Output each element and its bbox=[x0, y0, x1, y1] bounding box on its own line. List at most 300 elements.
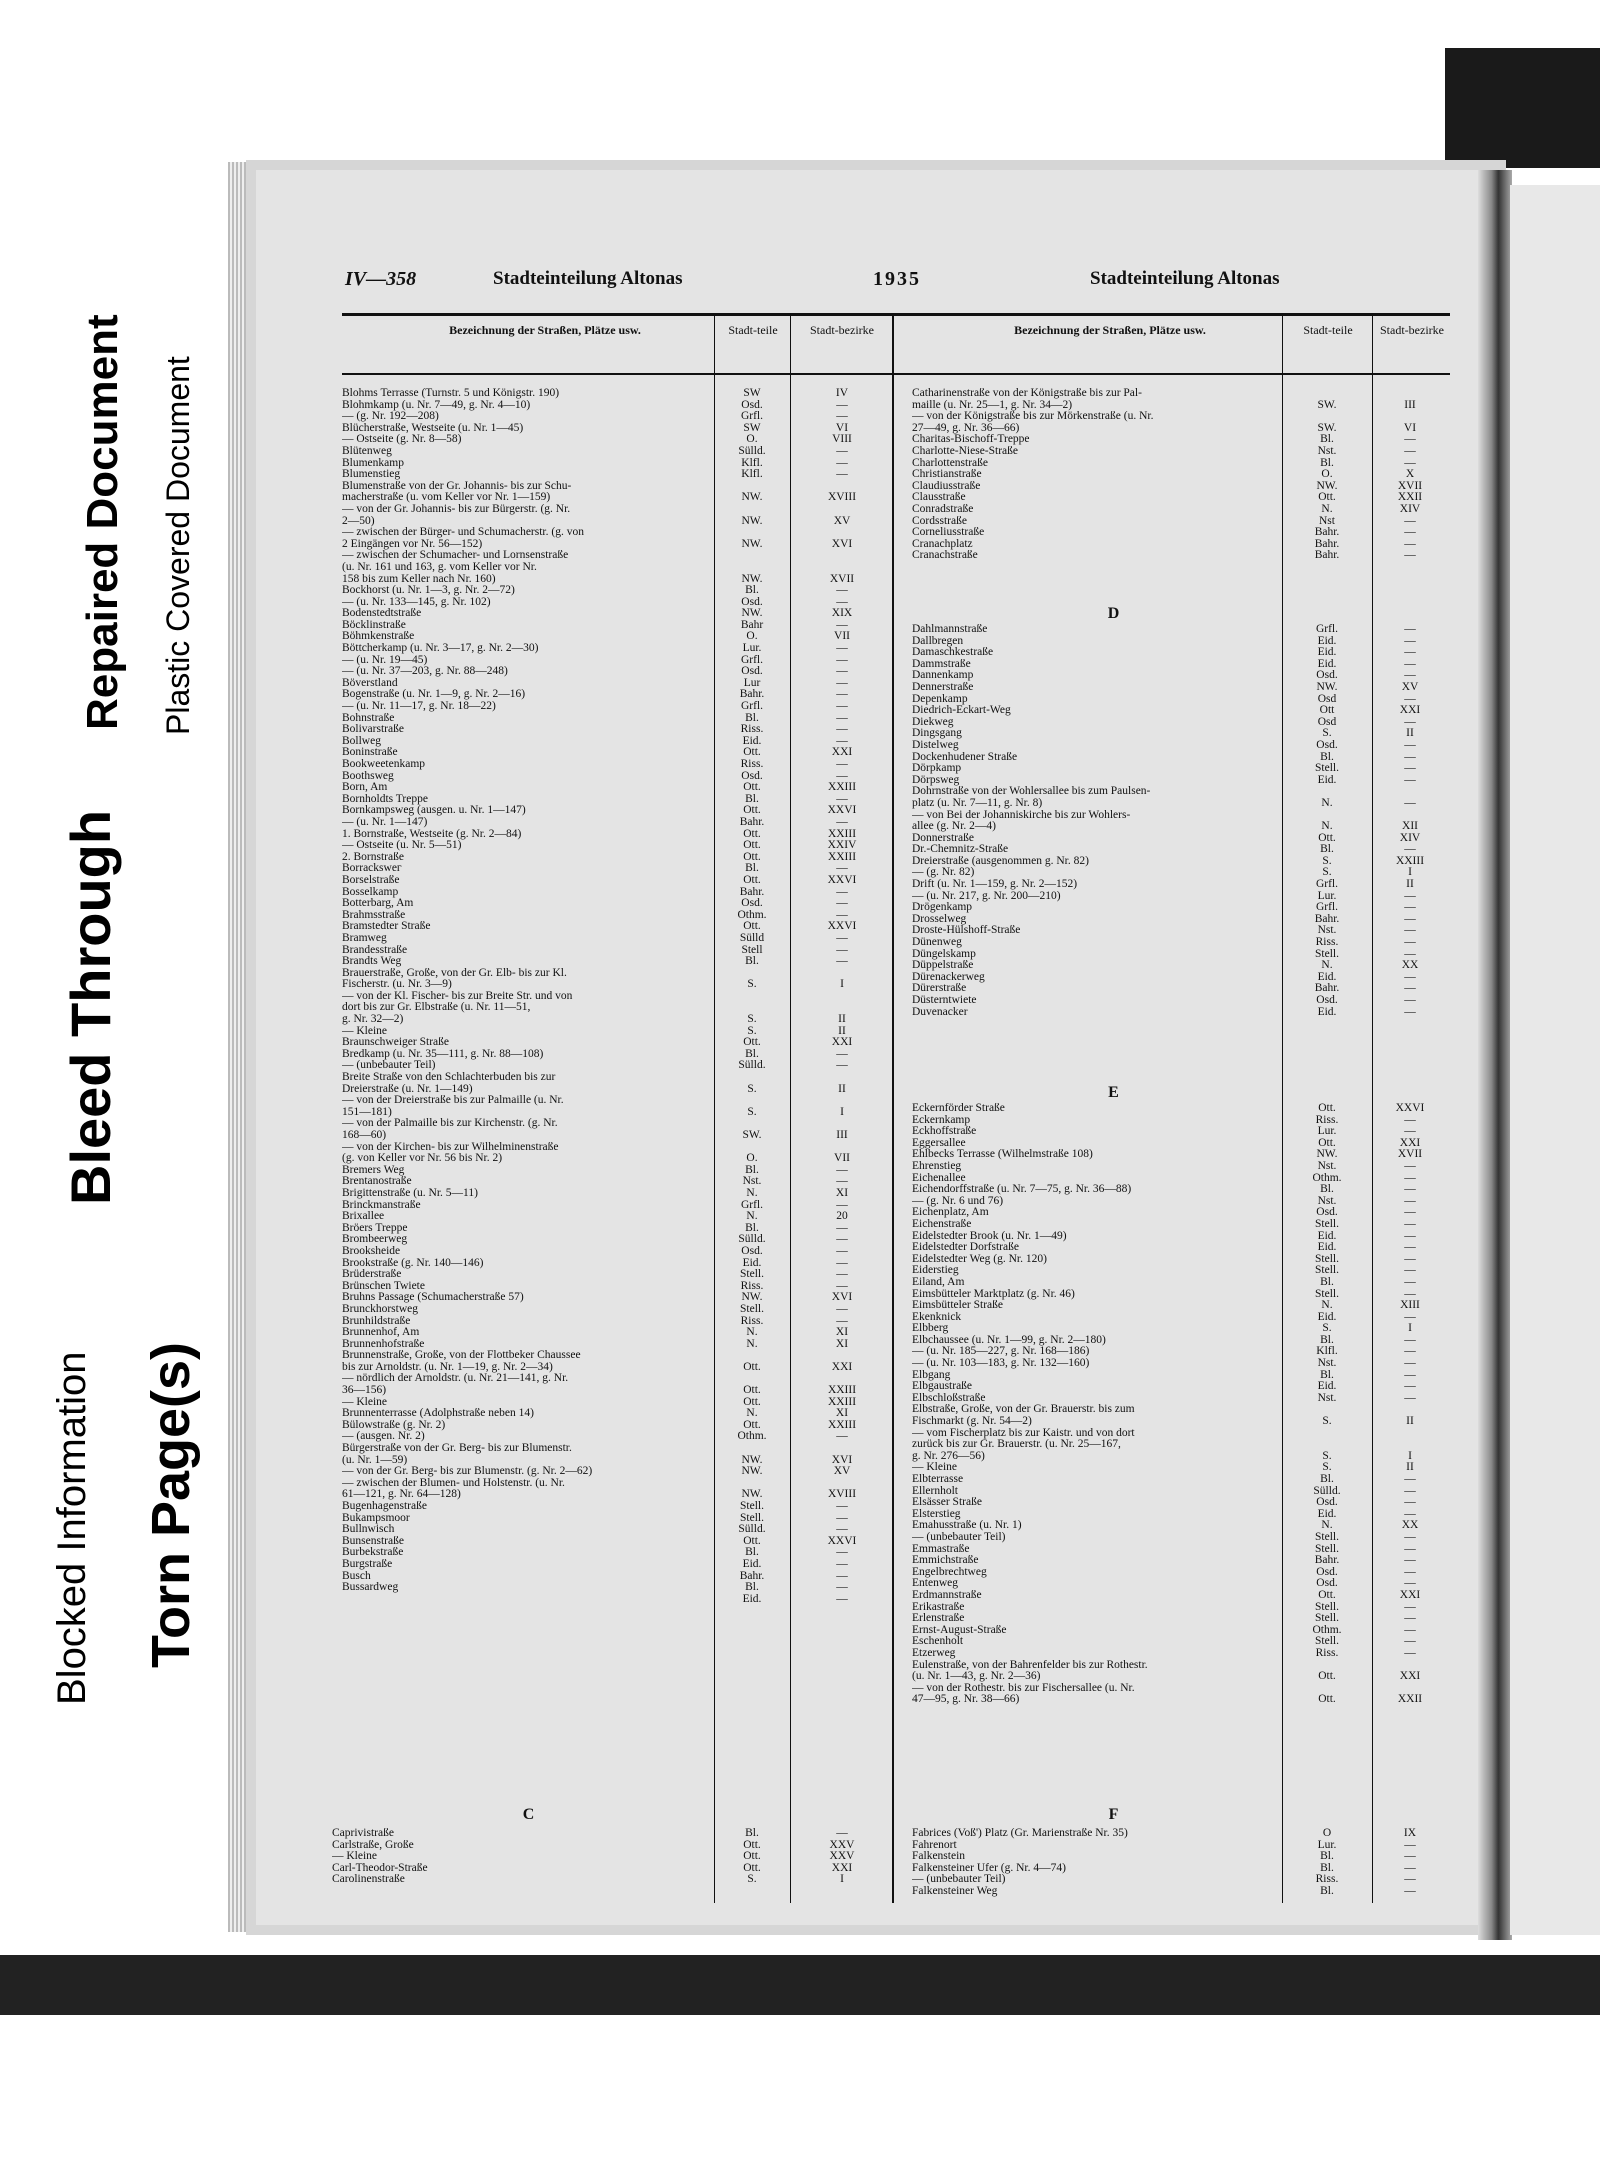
stadtbezirk-value: — bbox=[1404, 1635, 1416, 1648]
stadtteil-value: Ott. bbox=[1318, 1136, 1336, 1149]
stadtbezirk-value: — bbox=[1404, 1850, 1416, 1863]
stadtteil-value: NW. bbox=[741, 491, 763, 504]
street-name: (u. Nr. 1—43, g. Nr. 2—36) bbox=[912, 1671, 1041, 1683]
stadtbezirk-value: — bbox=[1404, 1391, 1416, 1404]
stadtbezirk-value: — bbox=[1404, 669, 1416, 682]
stadtteil-value: Sülld. bbox=[1313, 1484, 1341, 1497]
stadtteil-value: NW. bbox=[741, 1453, 763, 1466]
stadtbezirk-value: XVIII bbox=[827, 491, 857, 504]
stadtbezirk-value: II bbox=[1406, 878, 1414, 891]
street-row bbox=[912, 550, 1452, 562]
col-header-bezirke-left: Stadt-bezirke bbox=[810, 323, 874, 337]
street-name: Ernst-August-Straße bbox=[912, 1624, 1007, 1636]
street-name: — Kleine bbox=[332, 1851, 378, 1863]
stadtbezirk-value: — bbox=[1404, 1333, 1416, 1346]
stadtteil-value: Riss. bbox=[1315, 936, 1339, 949]
page-edge-stack bbox=[228, 162, 248, 1932]
stadtteil-value: S. bbox=[1322, 854, 1332, 867]
street-row bbox=[342, 1292, 892, 1304]
street-row bbox=[342, 933, 892, 945]
stadtteil-value: Osd. bbox=[1316, 1577, 1338, 1590]
stadtteil-value: Osd. bbox=[1316, 738, 1338, 751]
stadtbezirk-value: — bbox=[836, 1546, 848, 1559]
stadtteil-value: Ott. bbox=[1318, 1693, 1336, 1706]
stadtbezirk-value: — bbox=[1404, 1600, 1416, 1613]
street-row bbox=[342, 1489, 892, 1501]
street-name: Dohrnstraße von der Wohlersallee bis zum Paulsen- bbox=[912, 786, 1151, 798]
street-name: g. Nr. 32—2) bbox=[342, 1014, 404, 1026]
stadtteil-value: Osd. bbox=[741, 595, 763, 608]
street-row bbox=[342, 492, 892, 504]
street-row bbox=[342, 887, 892, 899]
stadtteil-value: S. bbox=[1322, 727, 1332, 740]
stadtbezirk-value: — bbox=[836, 792, 848, 805]
stadtbezirk-value: — bbox=[1404, 1241, 1416, 1254]
stadtbezirk-value: XXIII bbox=[827, 1395, 857, 1408]
street-name: Brahmsstraße bbox=[342, 909, 406, 921]
street-row bbox=[342, 1455, 892, 1467]
stadtteil-value: Nst bbox=[1319, 514, 1335, 527]
stadtteil-value: Ott. bbox=[1318, 1588, 1336, 1601]
stadtbezirk-value: — bbox=[1404, 1005, 1416, 1018]
street-row bbox=[342, 1142, 892, 1154]
street-name: 1. Bornstraße, Westseite (g. Nr. 2—84) bbox=[342, 828, 522, 840]
street-name: Botterbarg, Am bbox=[342, 898, 414, 910]
stadtbezirk-value: — bbox=[836, 410, 848, 423]
street-row bbox=[342, 1211, 892, 1223]
street-row bbox=[912, 1207, 1452, 1219]
stadtteil-value: Ott. bbox=[743, 1861, 761, 1874]
street-name: — von der Kirchen- bis zur Wilhelminenstraße bbox=[342, 1141, 559, 1153]
stadtteil-value: Osd. bbox=[1316, 1206, 1338, 1219]
street-row bbox=[342, 411, 892, 423]
stadtteil-value: Ott. bbox=[743, 827, 761, 840]
street-name: Eimsbütteler Marktplatz (g. Nr. 46) bbox=[912, 1288, 1075, 1300]
stadtteil-value: Ott. bbox=[743, 1384, 761, 1397]
street-name: Bröers Treppe bbox=[342, 1222, 408, 1234]
street-name: Dingsgang bbox=[912, 728, 962, 740]
street-name: Eulenstraße, von der Bahrenfelder bis zur Rothestr. bbox=[912, 1659, 1148, 1671]
stadtbezirk-value: — bbox=[836, 1500, 848, 1512]
stadtteil-value: N. bbox=[746, 1210, 758, 1223]
stadtteil-value: Osd. bbox=[741, 1244, 763, 1257]
stadtteil-value: Bl. bbox=[745, 862, 759, 875]
street-row bbox=[342, 1571, 892, 1583]
street-name: — (u. Nr. 1—147) bbox=[342, 816, 428, 828]
stadtteil-value: Grfl. bbox=[1315, 901, 1339, 914]
street-name: Brooksheide bbox=[342, 1245, 401, 1257]
street-name: platz (u. Nr. 7—11, g. Nr. 8) bbox=[912, 797, 1043, 809]
stadtbezirk-value: — bbox=[836, 897, 848, 910]
stadtbezirk-value: II bbox=[838, 1013, 846, 1026]
stadtteil-value: Osd. bbox=[1316, 1565, 1338, 1578]
stadtbezirk-value: — bbox=[1404, 1565, 1416, 1578]
stadtteil-value: S. bbox=[1322, 866, 1332, 879]
street-name: — zwischen der Blumen- und Holstenstr. (u. Nr. bbox=[342, 1477, 565, 1489]
stadtteil-value: Eid. bbox=[1317, 1229, 1337, 1242]
street-name: Diekweg bbox=[912, 716, 954, 728]
stadtteil-value: Klfl. bbox=[741, 468, 763, 481]
stadtteil-value: Othm. bbox=[1312, 1171, 1342, 1184]
stadtbezirk-value: II bbox=[838, 1024, 846, 1037]
street-name: — (u. Nr. 11—17, g. Nr. 18—22) bbox=[342, 701, 496, 713]
street-name: Bodenstedtstraße bbox=[342, 608, 422, 620]
stadtbezirk-value: XXI bbox=[831, 1861, 853, 1874]
right-street-list bbox=[912, 388, 1452, 562]
stadtbezirk-value: — bbox=[836, 1221, 848, 1234]
stadtteil-value: Bahr. bbox=[1314, 1554, 1340, 1567]
street-row bbox=[342, 458, 892, 470]
stadtteil-value: Bl. bbox=[1320, 433, 1334, 446]
street-name: Elbgaustraße bbox=[912, 1381, 973, 1393]
stadtbezirk-value: VI bbox=[1403, 421, 1417, 434]
street-row bbox=[342, 643, 892, 655]
table-top-rule bbox=[342, 313, 1450, 316]
street-name: Ehrenstieg bbox=[912, 1160, 962, 1172]
stadtbezirk-value: — bbox=[1404, 1183, 1416, 1196]
stadtbezirk-value: — bbox=[1404, 1345, 1416, 1358]
street-row bbox=[342, 1026, 892, 1038]
stadtteil-value: Stell. bbox=[1315, 1287, 1339, 1300]
stadtbezirk-value: XI bbox=[835, 1326, 849, 1339]
stadtteil-value: Sülld. bbox=[738, 1059, 766, 1072]
street-name: Bürgerstraße von der Gr. Berg- bis zur Blumenstr. bbox=[342, 1443, 572, 1455]
street-name: Breite Straße von den Schlachterbuden bis zur bbox=[342, 1072, 556, 1084]
street-name: Boothsweg bbox=[342, 770, 394, 782]
stadtbezirk-value: XXII bbox=[1397, 491, 1423, 504]
street-row bbox=[342, 875, 892, 887]
street-name: Bülowstraße (g. Nr. 2) bbox=[342, 1419, 446, 1431]
street-row bbox=[342, 1408, 892, 1420]
street-row bbox=[342, 1153, 892, 1165]
street-row bbox=[912, 492, 1452, 504]
stadtteil-value: Sülld. bbox=[738, 444, 766, 457]
street-row bbox=[912, 1126, 1452, 1138]
street-name: Boninstraße bbox=[342, 747, 398, 759]
street-name: Busch bbox=[342, 1570, 371, 1582]
stadtteil-value: Ott. bbox=[743, 746, 761, 759]
street-name: Erikastraße bbox=[912, 1601, 965, 1613]
stadtteil-value: Osd. bbox=[741, 897, 763, 910]
stadtbezirk-value: — bbox=[1404, 738, 1416, 751]
stadtteil-value: Stell bbox=[741, 943, 763, 956]
street-row bbox=[912, 458, 1452, 470]
stadtbezirk-value: XI bbox=[835, 1186, 849, 1199]
stadtteil-value: Eid. bbox=[1317, 657, 1337, 670]
street-name: Böttcherkamp (u. Nr. 3—17, g. Nr. 2—30) bbox=[342, 643, 539, 655]
street-name: Brunhildstraße bbox=[342, 1315, 411, 1327]
stadtbezirk-value: — bbox=[1404, 1507, 1416, 1520]
street-row bbox=[342, 910, 892, 922]
stadtbezirk-value: — bbox=[836, 665, 848, 678]
street-name: Distelweg bbox=[912, 739, 959, 751]
street-name: Brombeerweg bbox=[342, 1234, 408, 1246]
street-row bbox=[342, 1304, 892, 1316]
stadtbezirk-value: — bbox=[836, 1047, 848, 1060]
stadtbezirk-value: XXI bbox=[831, 746, 853, 759]
stadtbezirk-value: — bbox=[1404, 750, 1416, 763]
street-name: Charitas-Bischoff-Treppe bbox=[912, 434, 1030, 446]
street-name: Dörpsweg bbox=[912, 774, 960, 786]
street-row bbox=[912, 1532, 1452, 1544]
street-row bbox=[912, 636, 1452, 648]
stadtbezirk-value: 20 bbox=[836, 1210, 848, 1223]
stadtbezirk-value: — bbox=[1404, 1217, 1416, 1230]
stadtbezirk-value: — bbox=[1404, 646, 1416, 659]
stadtbezirk-value: XXVI bbox=[827, 920, 857, 933]
street-row bbox=[912, 740, 1452, 752]
street-row bbox=[342, 434, 892, 446]
street-row bbox=[342, 921, 892, 933]
stadtbezirk-value: XV bbox=[1401, 680, 1419, 693]
stadtbezirk-value: — bbox=[836, 758, 848, 770]
street-name: 27—49, g. Nr. 36—66) bbox=[912, 422, 1020, 434]
stadtbezirk-value: XXVI bbox=[827, 804, 857, 817]
street-row bbox=[912, 1242, 1452, 1254]
street-row bbox=[342, 1118, 892, 1130]
stadtbezirk-value: — bbox=[836, 1198, 848, 1211]
stadtteil-value: Eid. bbox=[1317, 646, 1337, 659]
street-row bbox=[342, 1060, 892, 1072]
street-name: maille (u. Nr. 25—1, g. Nr. 34—2) bbox=[912, 399, 1073, 411]
stadtteil-value: Eid. bbox=[1317, 1310, 1337, 1323]
street-row bbox=[912, 1486, 1452, 1498]
street-row bbox=[342, 713, 892, 725]
col-rule-3 bbox=[892, 313, 894, 1903]
street-name: Brentanostraße bbox=[342, 1176, 412, 1188]
street-row bbox=[332, 1851, 892, 1863]
street-row bbox=[342, 1014, 892, 1026]
street-row bbox=[342, 1339, 892, 1351]
street-row bbox=[912, 960, 1452, 972]
street-row bbox=[332, 1874, 892, 1886]
stadtteil-value: Bl. bbox=[745, 1827, 759, 1839]
stadtteil-value: Lur. bbox=[1317, 889, 1337, 902]
street-row bbox=[912, 1335, 1452, 1347]
street-name: Düngelskamp bbox=[912, 948, 976, 960]
stadtbezirk-value: XXIV bbox=[827, 839, 857, 852]
street-name: Bugenhagenstraße bbox=[342, 1501, 427, 1512]
street-row bbox=[912, 1497, 1452, 1509]
stadtbezirk-value: — bbox=[1404, 1125, 1416, 1138]
street-row bbox=[342, 736, 892, 748]
stadtbezirk-value: — bbox=[836, 1279, 848, 1292]
street-row bbox=[912, 1428, 1452, 1440]
stadtteil-value: N. bbox=[746, 1337, 758, 1350]
stadtbezirk-value: — bbox=[836, 1827, 848, 1839]
stadtbezirk-value: II bbox=[1406, 1461, 1414, 1474]
stadtteil-value: Nst. bbox=[1317, 444, 1337, 457]
stadtteil-value: Klfl. bbox=[1316, 1345, 1338, 1358]
street-name: Eichendorffstraße (u. Nr. 7—75, g. Nr. 36—88) bbox=[912, 1184, 1132, 1196]
header-year: 1935 bbox=[873, 268, 921, 290]
street-name: Burgstraße bbox=[342, 1558, 393, 1570]
street-row bbox=[912, 821, 1452, 833]
stadtteil-value: Osd. bbox=[1316, 994, 1338, 1006]
stadtbezirk-value: VI bbox=[835, 421, 849, 434]
stadtteil-value: Eid. bbox=[1317, 1507, 1337, 1520]
stadtbezirk-value: II bbox=[1406, 727, 1414, 740]
street-name: Eckhoffstraße bbox=[912, 1126, 977, 1138]
street-name: Emmichstraße bbox=[912, 1555, 979, 1567]
street-row bbox=[342, 1072, 892, 1084]
table-head-rule bbox=[342, 373, 1450, 375]
street-name: — Kleine bbox=[912, 1462, 958, 1474]
stadtteil-value: Eid. bbox=[742, 1592, 762, 1605]
stadtbezirk-value: — bbox=[836, 1511, 848, 1524]
stadtteil-value: SW. bbox=[742, 1129, 762, 1141]
street-row bbox=[912, 902, 1452, 914]
street-name: Brunckhorstweg bbox=[342, 1303, 419, 1315]
street-row bbox=[912, 810, 1452, 822]
street-row bbox=[912, 1138, 1452, 1150]
street-name: Bosselkamp bbox=[342, 886, 399, 898]
street-row bbox=[912, 1851, 1452, 1863]
street-name: Diedrich-Eckart-Weg bbox=[912, 705, 1011, 717]
stadtbezirk-value: XXI bbox=[831, 1360, 853, 1373]
street-name: — Ostseite (g. Nr. 8—58) bbox=[342, 434, 462, 446]
street-name: Emahusstraße (u. Nr. 1) bbox=[912, 1520, 1022, 1532]
stadtteil-value: Osd. bbox=[1316, 1496, 1338, 1509]
stadtteil-value: Bl. bbox=[1320, 843, 1334, 856]
street-name: Etzerweg bbox=[912, 1647, 956, 1659]
street-name: (g. von Keller vor Nr. 56 bis Nr. 2) bbox=[342, 1153, 503, 1165]
street-name: Blohmkamp (u. Nr. 7—49, g. Nr. 4—10) bbox=[342, 399, 531, 411]
stadtbezirk-value: — bbox=[1404, 1287, 1416, 1300]
stadtbezirk-value: — bbox=[1404, 657, 1416, 670]
street-name: Böverstland bbox=[342, 677, 398, 689]
stadtteil-value: Ott. bbox=[743, 1036, 761, 1049]
stadtteil-value: O. bbox=[746, 1152, 758, 1165]
stadtteil-value: Bl. bbox=[1320, 1275, 1334, 1288]
street-name: Eichenplatz, Am bbox=[912, 1207, 989, 1219]
street-row bbox=[342, 666, 892, 678]
street-row bbox=[912, 879, 1452, 891]
street-row bbox=[342, 805, 892, 817]
street-name: — (unbebauter Teil) bbox=[342, 1060, 436, 1072]
stadtteil-value: Othm. bbox=[737, 908, 767, 921]
stadtbezirk-value: — bbox=[836, 1163, 848, 1176]
stadtteil-value: Othm. bbox=[1312, 1623, 1342, 1636]
stadtteil-value: Bl. bbox=[1320, 1368, 1334, 1381]
street-row bbox=[912, 728, 1452, 740]
street-row bbox=[912, 949, 1452, 961]
street-row bbox=[912, 682, 1452, 694]
stadtteil-value: Grfl. bbox=[740, 700, 764, 713]
street-name: Engelbrechtweg bbox=[912, 1566, 987, 1578]
street-row bbox=[912, 1393, 1452, 1405]
street-name: — (u. Nr. 103—183, g. Nr. 132—160) bbox=[912, 1358, 1090, 1370]
stadtteil-value: Othm. bbox=[737, 1430, 767, 1443]
col-header-name-left: Bezeichnung der Straßen, Plätze usw. bbox=[449, 323, 641, 337]
street-name: Burbekstraße bbox=[342, 1547, 404, 1559]
stadtteil-value: Bl. bbox=[745, 1047, 759, 1060]
stadtteil-value: N. bbox=[1321, 820, 1333, 833]
stadtbezirk-value: XII bbox=[1402, 820, 1418, 833]
street-name: Elbschloßstraße bbox=[912, 1392, 986, 1404]
street-name: Duvenacker bbox=[912, 1006, 968, 1018]
stadtteil-value: Stell. bbox=[1315, 1600, 1339, 1613]
stadtteil-value: Bahr. bbox=[1314, 982, 1340, 995]
stadtbezirk-value: — bbox=[836, 595, 848, 608]
stadtbezirk-value: — bbox=[836, 618, 848, 631]
street-name: — (g. Nr. 192—208) bbox=[342, 411, 439, 423]
street-row bbox=[912, 434, 1452, 446]
stadtbezirk-value: — bbox=[836, 584, 848, 597]
street-name: Eidelstedter Brook (u. Nr. 1—49) bbox=[912, 1230, 1067, 1242]
section-letter-e: E bbox=[1108, 1084, 1122, 1101]
street-row bbox=[912, 527, 1452, 539]
stadtteil-value: Grfl. bbox=[740, 653, 764, 666]
stadtbezirk-value: II bbox=[1406, 1415, 1414, 1428]
stadtteil-value: Ott. bbox=[743, 804, 761, 817]
street-row bbox=[912, 1381, 1452, 1393]
street-name: Claudiusstraße bbox=[912, 480, 981, 492]
street-row bbox=[342, 1246, 892, 1258]
street-row bbox=[912, 786, 1452, 798]
stadtteil-value: O. bbox=[1321, 468, 1333, 481]
street-row bbox=[342, 1130, 892, 1142]
street-name: Bullnwisch bbox=[342, 1524, 395, 1536]
stadtteil-value: Lur. bbox=[742, 642, 762, 655]
stadtbezirk-value: — bbox=[836, 1233, 848, 1246]
stadtbezirk-value: — bbox=[836, 862, 848, 875]
street-row bbox=[912, 411, 1452, 423]
stadtteil-value: Ott. bbox=[743, 920, 761, 933]
street-row bbox=[912, 798, 1452, 810]
street-name: Fischmarkt (g. Nr. 54—2) bbox=[912, 1416, 1032, 1428]
stadtteil-value: N. bbox=[1321, 959, 1333, 972]
stadtbezirk-value: — bbox=[1404, 1473, 1416, 1485]
street-name: Elbgang bbox=[912, 1369, 951, 1381]
street-row bbox=[912, 1323, 1452, 1335]
street-row bbox=[912, 1648, 1452, 1660]
stadtbezirk-value: — bbox=[1404, 1113, 1416, 1126]
stadtbezirk-value: — bbox=[836, 943, 848, 956]
street-row bbox=[342, 991, 892, 1003]
stadtteil-value: Osd bbox=[1317, 715, 1337, 728]
street-row bbox=[912, 1115, 1452, 1127]
street-row bbox=[912, 1694, 1452, 1706]
stadtbezirk-value: — bbox=[1404, 514, 1416, 527]
street-row bbox=[342, 1524, 892, 1536]
stadtteil-value: Ott. bbox=[743, 839, 761, 852]
street-name: Bornholdts Treppe bbox=[342, 793, 428, 805]
street-name: Dörpkamp bbox=[912, 763, 962, 775]
street-row bbox=[342, 1547, 892, 1559]
street-name: Born, Am bbox=[342, 782, 388, 794]
street-row bbox=[912, 1289, 1452, 1301]
stadtbezirk-value: XVII bbox=[1397, 1148, 1423, 1161]
stadtbezirk-value: — bbox=[1404, 1368, 1416, 1381]
stadtteil-value: Osd. bbox=[741, 665, 763, 678]
street-name: — von der Gr. Berg- bis zur Blumenstr. (g. Nr. 2—62) bbox=[342, 1466, 593, 1478]
stadtteil-value: NW. bbox=[741, 607, 763, 620]
street-row bbox=[912, 1590, 1452, 1602]
col-header-bezirke-right: Stadt-bezirke bbox=[1380, 323, 1444, 337]
stadtbezirk-value: I bbox=[1408, 1322, 1412, 1335]
stadtbezirk-value: — bbox=[1404, 982, 1416, 995]
stadtbezirk-value: — bbox=[1404, 1206, 1416, 1219]
stadtteil-value: Ott. bbox=[1318, 1670, 1336, 1683]
stadtteil-value: Ott. bbox=[743, 1395, 761, 1408]
stadtbezirk-value: I bbox=[840, 1873, 844, 1886]
stadtbezirk-value: III bbox=[836, 1129, 848, 1141]
stadtteil-value: SW bbox=[743, 387, 761, 399]
street-name: — (ausgen. Nr. 2) bbox=[342, 1431, 425, 1443]
label-repaired: Repaired Document bbox=[78, 314, 127, 730]
stadtbezirk-value: XXI bbox=[1399, 704, 1421, 717]
